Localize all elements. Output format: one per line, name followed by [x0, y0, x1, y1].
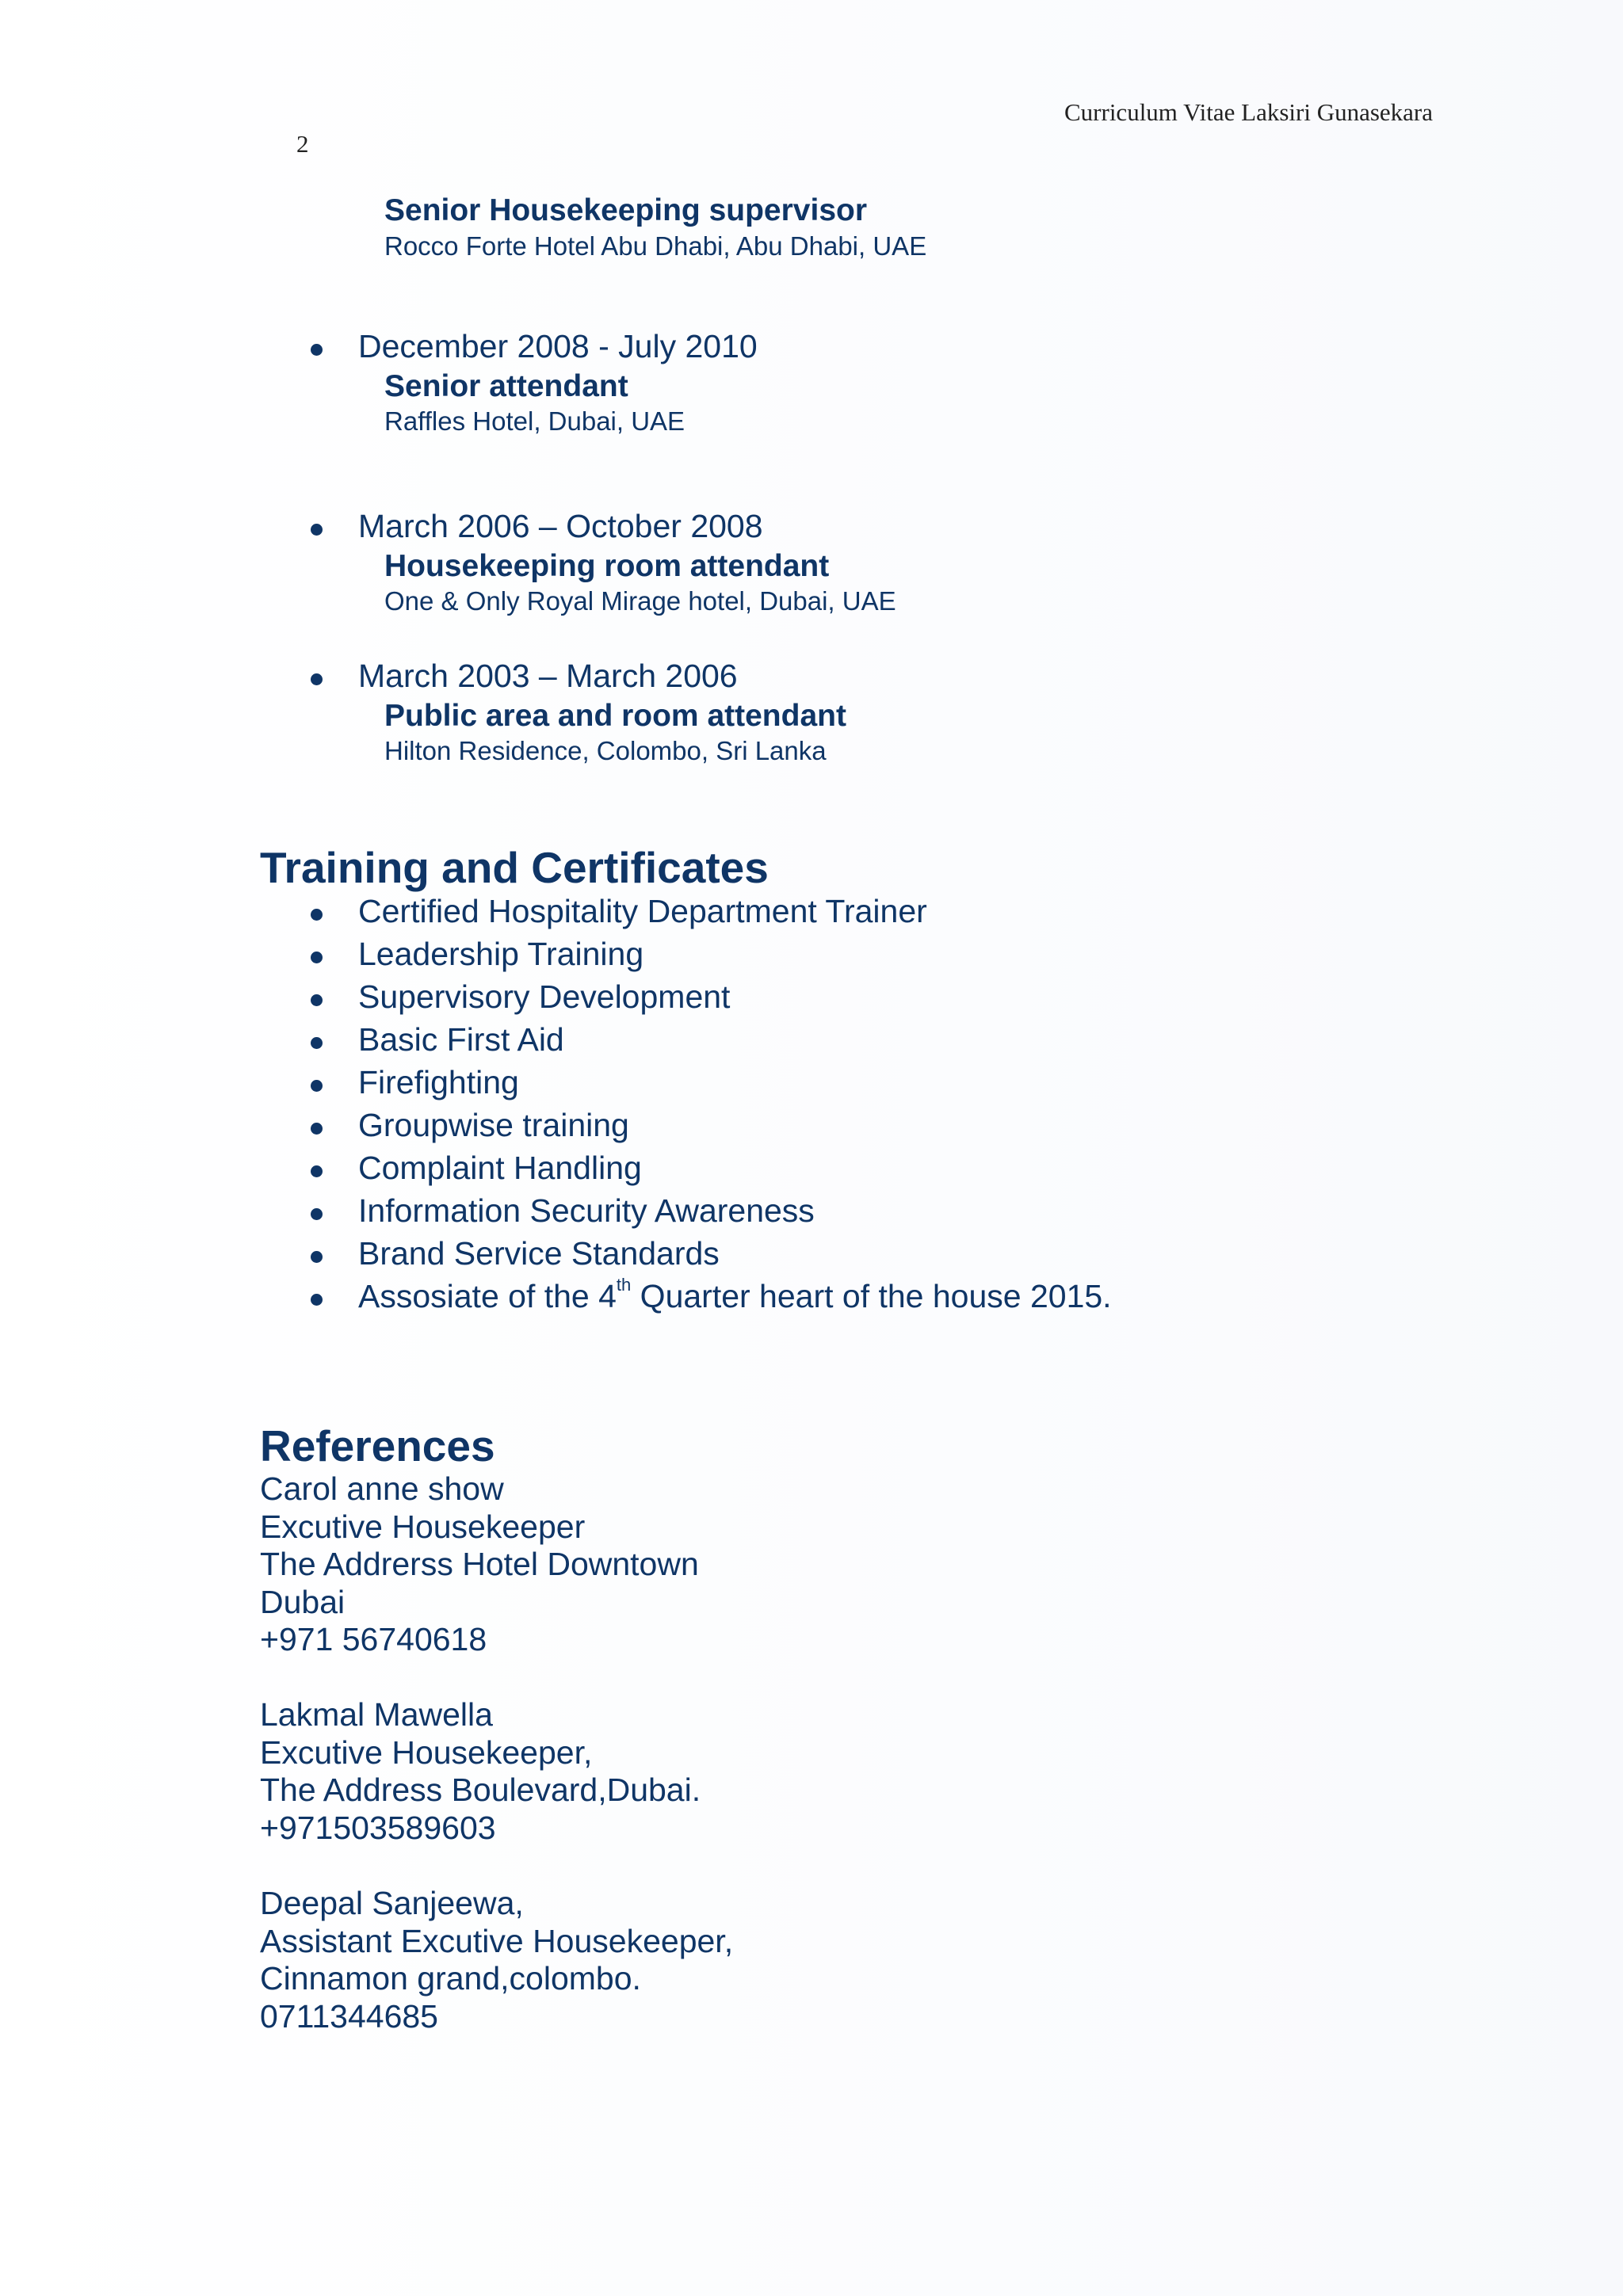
certificate-label: Information Security Awareness [358, 1192, 815, 1229]
reference-position: Excutive Housekeeper [260, 1508, 586, 1545]
bullet-icon [311, 1037, 323, 1049]
bullet-icon [311, 1251, 323, 1263]
job-title: Housekeeping room attendant [384, 549, 830, 583]
reference-name: Lakmal Mawella [260, 1696, 493, 1733]
certificate-label: Supervisory Development [358, 978, 731, 1015]
list-item [0, 1275, 1268, 1321]
job-place: Hilton Residence, Colombo, Sri Lanka [384, 736, 827, 765]
bullet-icon [311, 524, 323, 536]
reference-name: Carol anne show [260, 1470, 504, 1507]
reference-position: Assistant Excutive Housekeeper, [260, 1922, 734, 1959]
job-title: Senior Housekeeping supervisor [384, 193, 868, 227]
list-item [0, 1064, 1268, 1107]
job-place: One & Only Royal Mirage hotel, Dubai, UAE [384, 586, 896, 616]
list-item [0, 1192, 1268, 1235]
list-item [0, 1021, 1268, 1064]
reference-entry [260, 1696, 701, 1847]
job-dates: March 2006 – October 2008 [358, 508, 763, 544]
job-title: Senior attendant [384, 369, 628, 403]
list-item [0, 893, 1268, 936]
bullet-icon [311, 909, 323, 921]
running-header: Curriculum Vitae Laksiri Gunasekara [1064, 98, 1433, 126]
certificate-label: Leadership Training [358, 936, 644, 972]
certificate-label: Basic First Aid [358, 1021, 564, 1058]
bullet-icon [311, 673, 323, 685]
bullet-icon [311, 1080, 323, 1092]
certificate-label: Certified Hospitality Department Trainer [358, 893, 927, 929]
training-heading: Training and Certificates [260, 843, 769, 892]
bullet-icon [311, 1165, 323, 1177]
bullet-icon [311, 344, 323, 356]
reference-workplace: The Address Boulevard,Dubai. [260, 1772, 701, 1808]
certificate-text: Assosiate of the 4 [358, 1278, 617, 1314]
certificate-text: Quarter heart of the house 2015. [631, 1278, 1112, 1314]
job-dates: December 2008 - July 2010 [358, 328, 758, 364]
bullet-icon [311, 952, 323, 963]
reference-phone: 0711344685 [260, 1997, 438, 2035]
certificate-label: Groupwise training [358, 1107, 629, 1143]
bullet-icon [311, 994, 323, 1006]
reference-city: Dubai [260, 1583, 346, 1620]
reference-phone: +971 56740618 [260, 1621, 487, 1657]
list-item [0, 1150, 1268, 1192]
ordinal-suffix: th [616, 1275, 632, 1295]
page-number: 2 [296, 130, 309, 158]
job-place: Raffles Hotel, Dubai, UAE [384, 406, 685, 436]
certificate-label [358, 1275, 1112, 1315]
reference-entry [260, 1470, 699, 1659]
reference-entry [260, 1885, 733, 2035]
certificate-label: Firefighting [358, 1064, 519, 1100]
reference-workplace: The Addrerss Hotel Downtown [260, 1546, 699, 1582]
reference-position: Excutive Housekeeper, [260, 1733, 593, 1771]
job-title: Public area and room attendant [384, 699, 846, 733]
list-item [0, 1235, 1268, 1278]
references-heading: References [260, 1421, 495, 1470]
job-dates: March 2003 – March 2006 [358, 658, 738, 694]
list-item [0, 978, 1268, 1021]
reference-name: Deepal Sanjeewa, [260, 1885, 524, 1921]
certificate-list [0, 893, 1268, 1321]
certificate-label: Brand Service Standards [358, 1235, 720, 1272]
bullet-icon [311, 1123, 323, 1135]
bullet-icon [311, 1294, 323, 1306]
reference-workplace: Cinnamon grand,colombo. [260, 1960, 641, 1997]
list-item [0, 1107, 1268, 1150]
list-item [0, 936, 1268, 978]
job-place: Rocco Forte Hotel Abu Dhabi, Abu Dhabi, UAE [384, 231, 927, 261]
bullet-icon [311, 1208, 323, 1220]
certificate-label: Complaint Handling [358, 1150, 642, 1186]
reference-phone: +971503589603 [260, 1809, 496, 1846]
